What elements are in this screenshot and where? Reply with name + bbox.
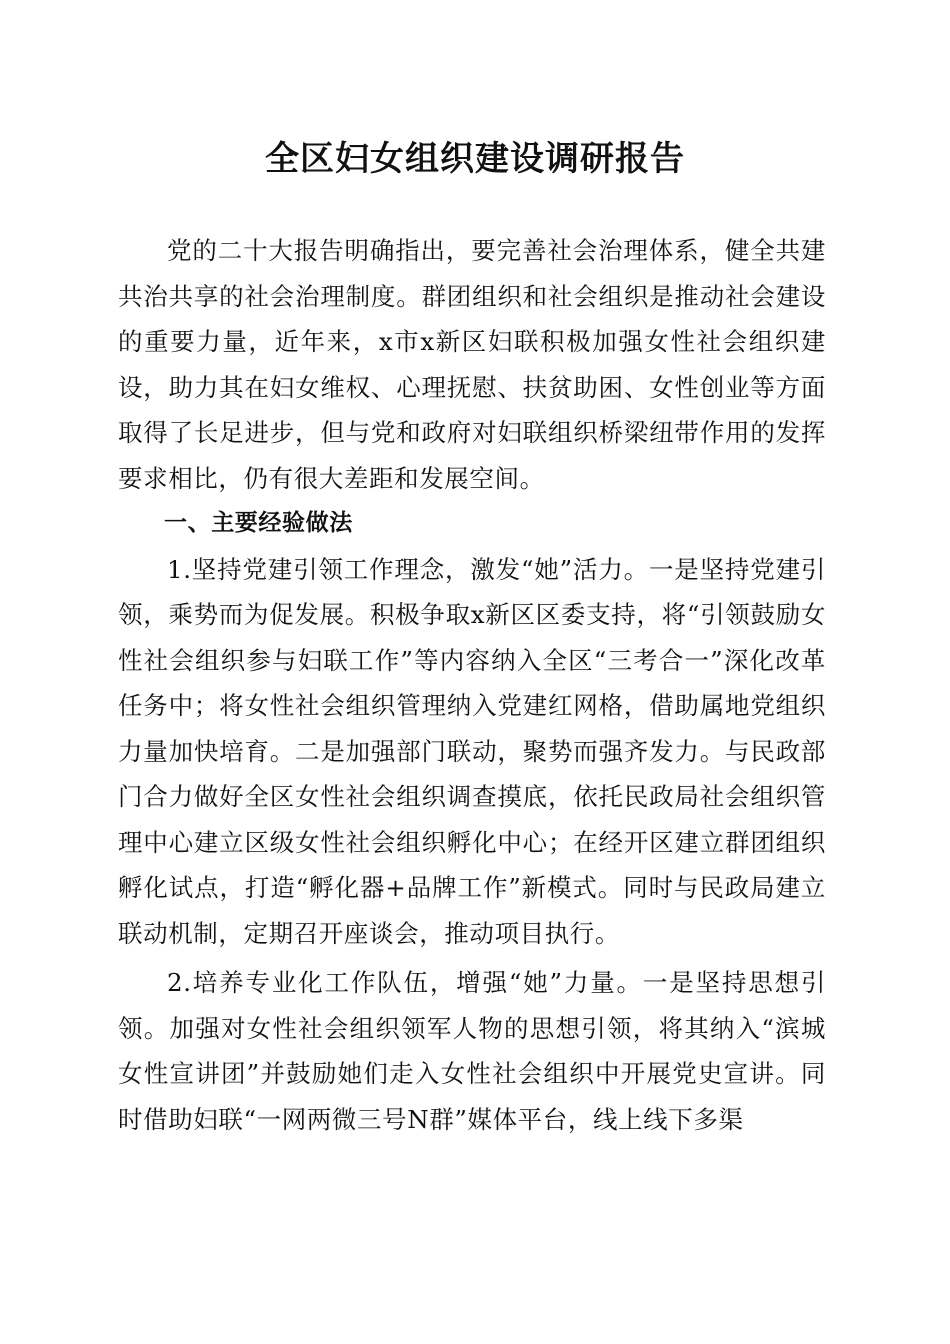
document-title: 全区妇女组织建设调研报告 bbox=[265, 139, 685, 179]
document-body bbox=[118, 228, 826, 1142]
section-heading: 一、主要经验做法 bbox=[164, 510, 353, 536]
intro-paragraph: 党的二十大报告明确指出，要完善社会治理体系，健全共建共治共享的社会治理制度。群团组织和社会组织是推动社会建设的重要力量，近年来，x市x新区妇联积极加强女性社会组织建设，助力其在妇女维权、心理抚慰、扶贫助困、女性创业等方面取得了长足进步，但与党和政府对妇联组织桥梁纽带作用的发挥要求相比，仍有很大差距和发展空间。 bbox=[118, 236, 826, 493]
item-paragraph-1: 1.坚持党建引领工作理念，激发“她”活力。一是坚持党建引领，乘势而为促发展。积极争取x新区区委支持，将“引领鼓励女性社会组织参与妇联工作”等内容纳入全区“三考合一”深化改革任务中；将女性社会组织管理纳入党建红网格，借助属地党组织力量加快培育。二是加强部门联动，聚势而强齐发力。与民政部门合力做好全区女性社会组织调查摸底，依托民政局社会组织管理中心建立区级女性社会组织孵化中心；在经开区建立群团组织孵化试点，打造“孵化器+品牌工作”新模式。同时与民政局建立联动机制，定期召开座谈会，推动项目执行。 bbox=[118, 554, 826, 948]
item-paragraph-2: 2.培养专业化工作队伍，增强“她”力量。一是坚持思想引领。加强对女性社会组织领军人物的思想引领，将其纳入“滨城女性宣讲团”并鼓励她们走入女性社会组织中开展党史宣讲。同时借助妇联“一网两微三号N群”媒体平台，线上线下多渠 bbox=[118, 968, 826, 1134]
